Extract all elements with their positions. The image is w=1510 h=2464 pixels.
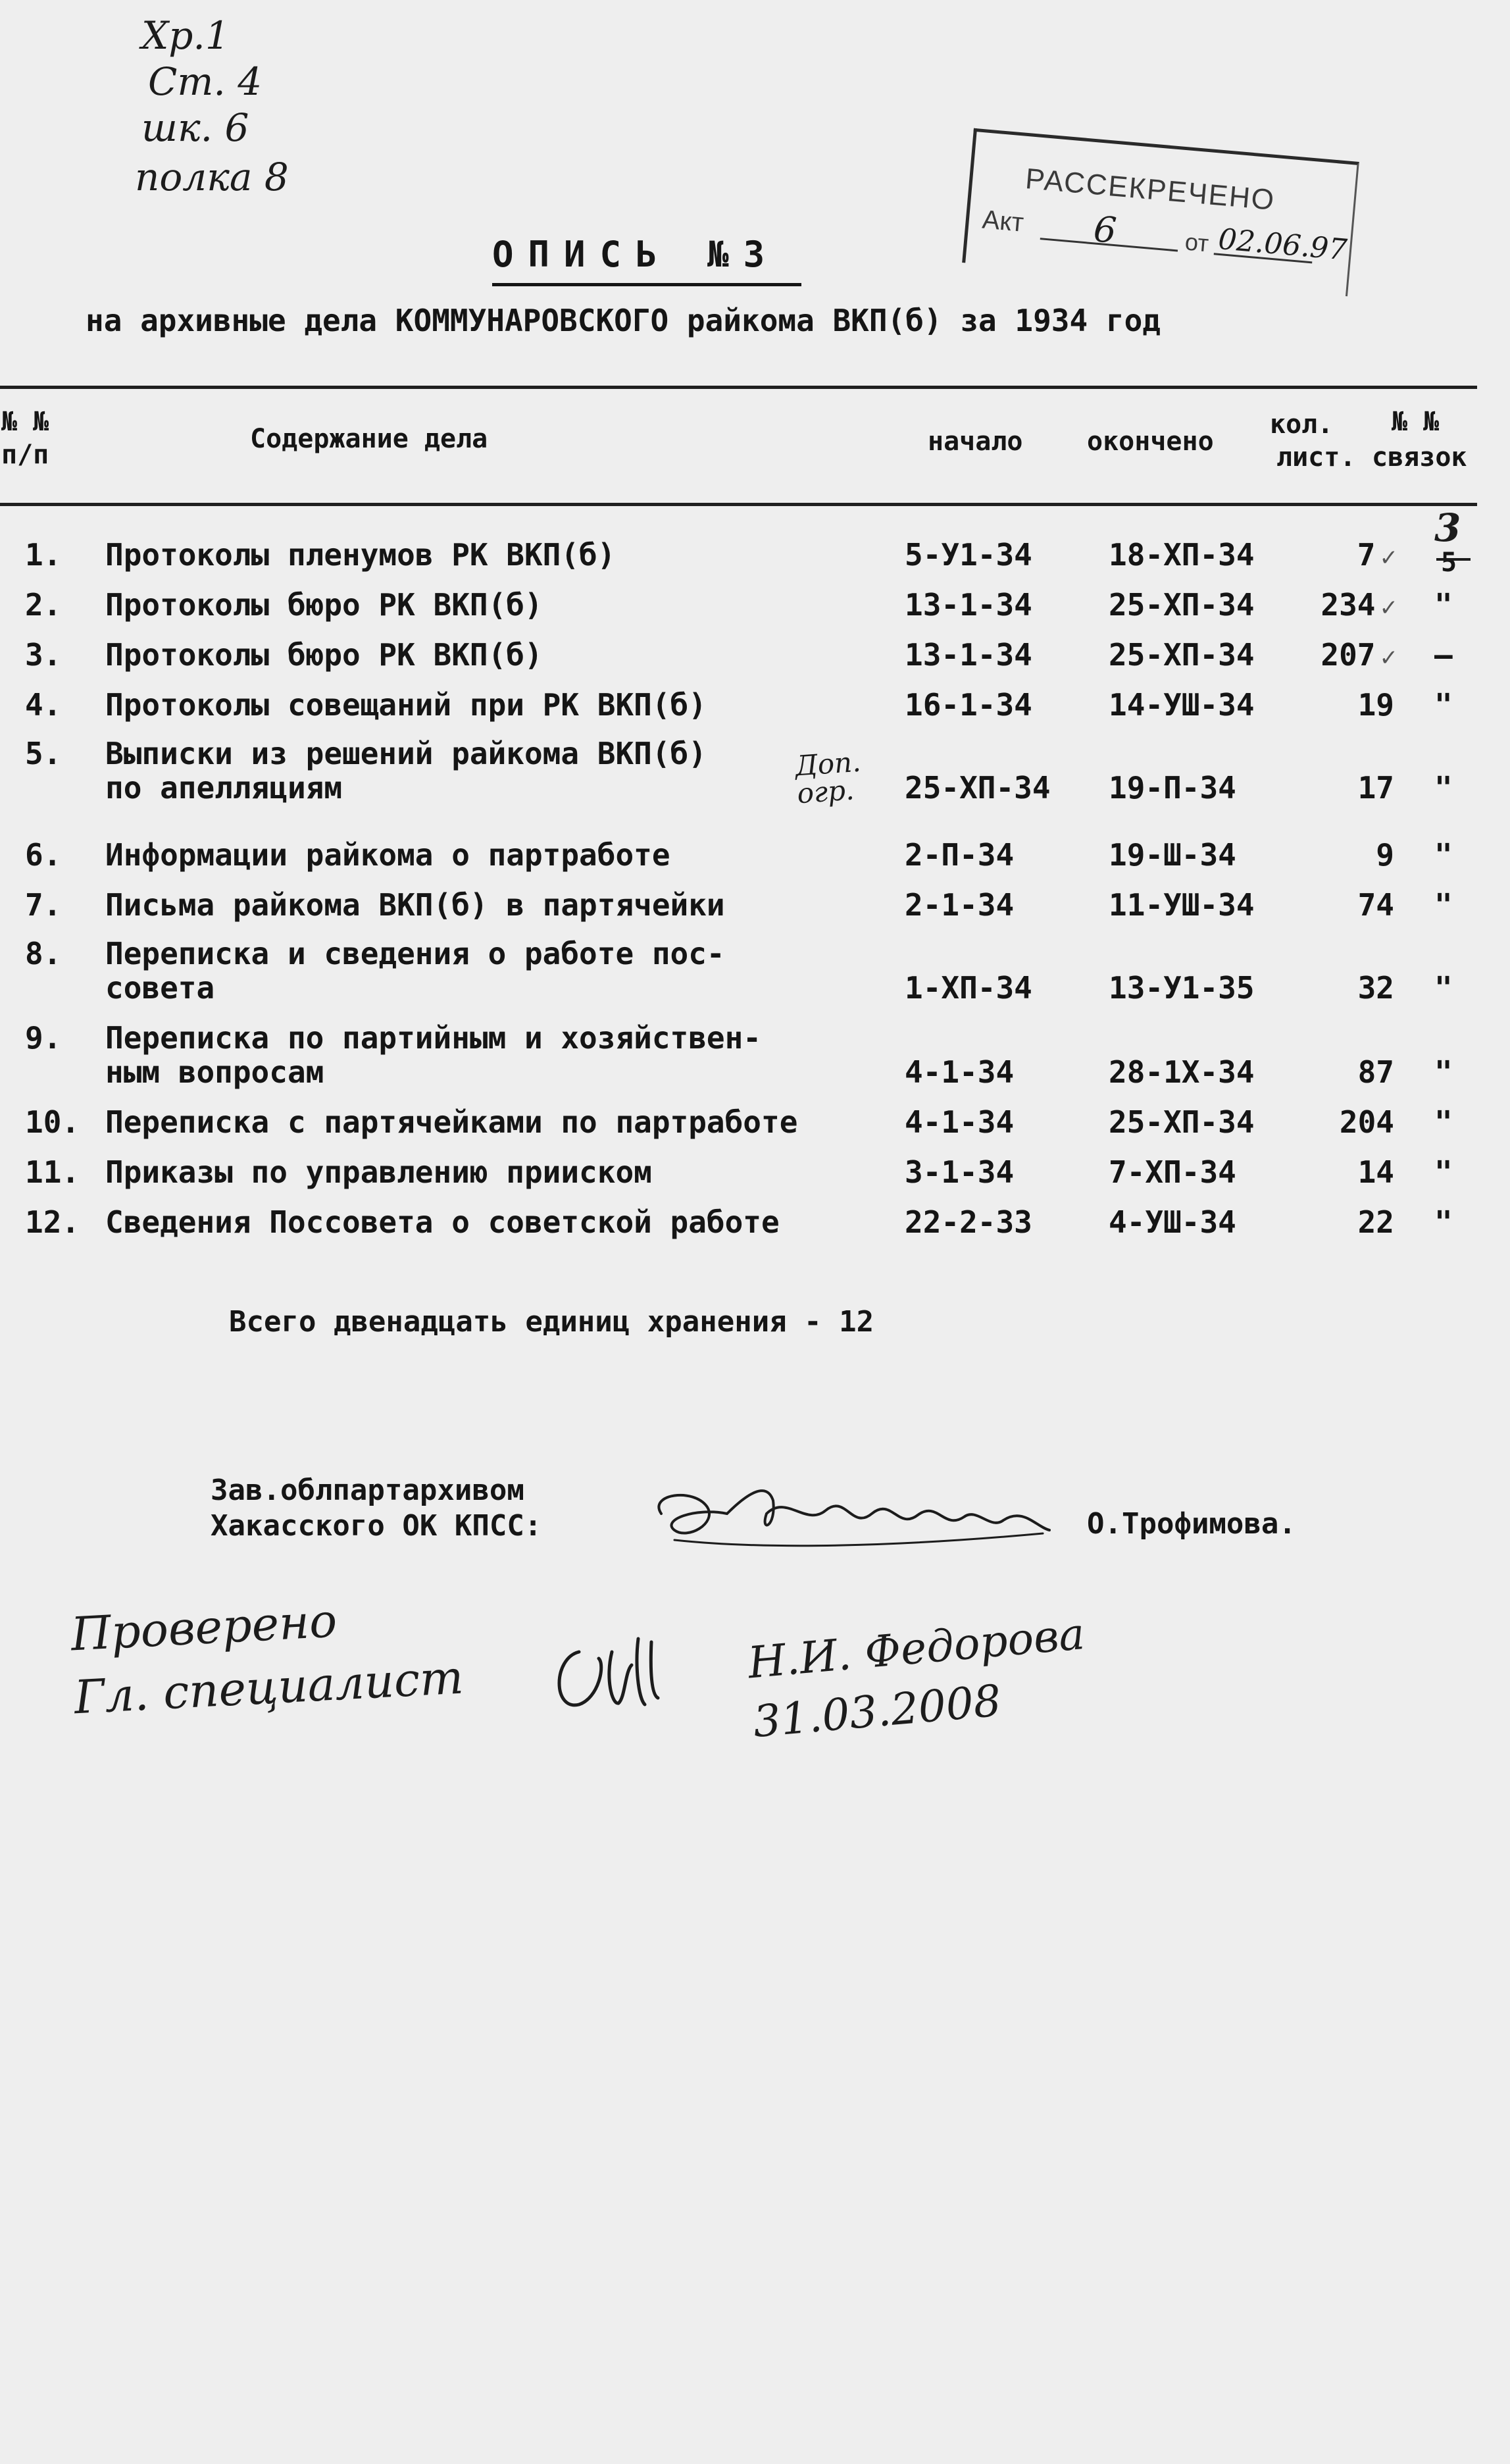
row-end-date: 11-УШ-34 bbox=[1109, 887, 1255, 923]
header-start: начало bbox=[928, 426, 1023, 457]
table-top-rule bbox=[0, 386, 1477, 389]
row-start-date: 22-2-33 bbox=[905, 1204, 1032, 1240]
stamp-date-label: от bbox=[1184, 228, 1210, 257]
row-end-date: 25-ХП-34 bbox=[1109, 637, 1255, 673]
row-bundle-number: " bbox=[1434, 970, 1453, 1006]
row-sheet-count bbox=[1250, 687, 1398, 723]
row-bundle-number: " bbox=[1434, 1054, 1453, 1090]
row-start-date: 16-1-34 bbox=[905, 687, 1032, 723]
row-end-date: 14-УШ-34 bbox=[1109, 687, 1255, 723]
row-content: Протоколы совещаний при РК ВКП(б) bbox=[105, 687, 707, 723]
row-sheet-count bbox=[1250, 637, 1398, 673]
check-mark-icon: ✓ bbox=[1379, 545, 1398, 571]
header-count-line2: лист. bbox=[1276, 442, 1356, 473]
signature-title-line2: Хакасского ОК КПСС: bbox=[211, 1509, 542, 1543]
row-content: Письма райкома ВКП(б) в партячейки bbox=[105, 887, 725, 923]
row-content: Сведения Поссовета о советской работе bbox=[105, 1204, 780, 1240]
header-count-line1: кол. bbox=[1270, 409, 1334, 440]
row-sheet-count-value: 17 bbox=[1357, 770, 1394, 806]
row-start-date: 3-1-34 bbox=[905, 1154, 1015, 1190]
stamp-act-label: Акт bbox=[981, 205, 1025, 238]
row-bundle-number: " bbox=[1434, 887, 1453, 923]
row-sheet-count bbox=[1250, 537, 1398, 573]
strike-through-line bbox=[1436, 558, 1471, 561]
row-end-date: 13-У1-35 bbox=[1109, 970, 1255, 1006]
row-number: 4. bbox=[25, 687, 62, 723]
row-sheet-count bbox=[1250, 887, 1398, 923]
row-sheet-count bbox=[1250, 1054, 1398, 1090]
row-sheet-count-value: 87 bbox=[1357, 1054, 1394, 1090]
row-start-date: 5-У1-34 bbox=[905, 537, 1032, 573]
row-sheet-count-value: 204 bbox=[1339, 1104, 1394, 1140]
margin-note-line2: огр. bbox=[795, 773, 855, 810]
signatory-name: О.Трофимова. bbox=[1087, 1507, 1296, 1541]
row-number: 1. bbox=[25, 537, 62, 573]
row-content-continued: совета bbox=[105, 970, 215, 1006]
row-end-date: 28-1Х-34 bbox=[1109, 1054, 1255, 1090]
archive-location-marks bbox=[135, 13, 332, 211]
row-content: Переписка и сведения о работе пос- bbox=[105, 936, 725, 971]
row-sheet-count bbox=[1250, 970, 1398, 1006]
verification-line2: Гл. специалист bbox=[72, 1650, 465, 1725]
row-number: 12. bbox=[25, 1204, 80, 1240]
row-start-date: 2-П-34 bbox=[905, 837, 1015, 873]
header-bundle-line1: № № bbox=[1392, 407, 1440, 437]
row-sheet-count bbox=[1250, 1154, 1398, 1190]
document-subtitle: на архивные дела КОММУНАРОВСКОГО райкома ВКП(б) за 1934 год bbox=[86, 303, 1161, 338]
row-number: 7. bbox=[25, 887, 62, 923]
row-content-continued: ным вопросам bbox=[105, 1054, 324, 1090]
row-content-continued: по апелляциям bbox=[105, 770, 343, 806]
row-start-date: 13-1-34 bbox=[905, 587, 1032, 623]
row-content: Приказы по управлению прииском bbox=[105, 1154, 652, 1190]
row-content: Протоколы бюро РК ВКП(б) bbox=[105, 587, 543, 623]
verification-note bbox=[69, 1583, 465, 1730]
header-content: Содержание дела bbox=[250, 424, 488, 454]
row-bundle-number: " bbox=[1434, 837, 1453, 873]
total-units-line: Всего двенадцать единиц хранения - 12 bbox=[229, 1305, 874, 1339]
row-number: 5. bbox=[25, 736, 62, 771]
row-number: 10. bbox=[25, 1104, 80, 1140]
margin-note-line1: Доп. bbox=[793, 745, 862, 783]
row-sheet-count-value: 234 bbox=[1321, 587, 1376, 623]
row-start-date: 1-ХП-34 bbox=[905, 970, 1032, 1006]
row-end-date: 18-ХП-34 bbox=[1109, 537, 1255, 573]
row-bundle-number: " bbox=[1434, 1204, 1453, 1240]
row-end-date: 25-ХП-34 bbox=[1109, 1104, 1255, 1140]
row-sheet-count-value: 32 bbox=[1357, 970, 1394, 1006]
row-content: Протоколы пленумов РК ВКП(б) bbox=[105, 537, 616, 573]
document-title-block bbox=[492, 234, 808, 293]
row-sheet-count bbox=[1250, 1204, 1398, 1240]
check-mark-icon: ✓ bbox=[1379, 595, 1398, 621]
row-sheet-count-value: 207 bbox=[1321, 637, 1376, 673]
verifier-signature bbox=[745, 1604, 1092, 1752]
row-number: 9. bbox=[25, 1020, 62, 1056]
row-sheet-count bbox=[1250, 1104, 1398, 1140]
row-end-date: 19-Ш-34 bbox=[1109, 837, 1236, 873]
row-sheet-count bbox=[1250, 770, 1398, 806]
row-bundle-number: " bbox=[1434, 687, 1453, 723]
header-num-line1: № № bbox=[1, 407, 49, 437]
row-end-date: 19-П-34 bbox=[1109, 770, 1236, 806]
check-mark-icon: ✓ bbox=[1379, 645, 1398, 671]
verifier-name: Н.И. Федорова bbox=[745, 1608, 1087, 1689]
row-sheet-count-value: 7 bbox=[1357, 537, 1376, 573]
verification-date: 31.03.2008 bbox=[751, 1675, 1003, 1748]
row-sheet-count-value: 74 bbox=[1357, 887, 1394, 923]
archive-mark-line-2: Ст. 4 bbox=[148, 59, 263, 104]
header-end: окончено bbox=[1087, 426, 1214, 457]
crossed-bundle-number: 5 bbox=[1441, 548, 1457, 578]
row-bundle-number: " bbox=[1434, 770, 1453, 806]
document-title: ОПИСЬ №3 bbox=[492, 234, 780, 275]
row-sheet-count bbox=[1250, 837, 1398, 873]
row-start-date: 4-1-34 bbox=[905, 1104, 1015, 1140]
row-bundle-number: " bbox=[1434, 1154, 1453, 1190]
stamp-title: РАССЕКРЕЧЕНО bbox=[1024, 163, 1277, 217]
row-bundle-number: " bbox=[1434, 587, 1453, 623]
row-bundle-number: – bbox=[1434, 637, 1453, 673]
row-bundle-number: 3 bbox=[1434, 505, 1461, 550]
archive-mark-line-1: Хр.1 bbox=[141, 13, 230, 58]
handwritten-initials bbox=[540, 1626, 671, 1724]
header-bundle-line2: связок bbox=[1372, 442, 1467, 473]
verification-line1: Проверено bbox=[69, 1593, 339, 1662]
row-sheet-count bbox=[1250, 587, 1398, 623]
stamp-date-value: 02.06.97 bbox=[1217, 222, 1349, 267]
row-number: 8. bbox=[25, 936, 62, 971]
row-start-date: 13-1-34 bbox=[905, 637, 1032, 673]
row-content: Переписка по партийным и хозяйствен- bbox=[105, 1020, 761, 1056]
stamp-act-number: 6 bbox=[1092, 208, 1119, 252]
row-start-date: 25-ХП-34 bbox=[905, 770, 1051, 806]
row-number: 11. bbox=[25, 1154, 80, 1190]
row-number: 3. bbox=[25, 637, 62, 673]
signature-title-line1: Зав.облпартархивом bbox=[211, 1474, 524, 1507]
archive-mark-line-3: шк. 6 bbox=[141, 105, 249, 150]
row-start-date: 4-1-34 bbox=[905, 1054, 1015, 1090]
row-content: Протоколы бюро РК ВКП(б) bbox=[105, 637, 543, 673]
signature-title bbox=[211, 1473, 541, 1544]
row-sheet-count-value: 9 bbox=[1376, 837, 1394, 873]
table-header-rule bbox=[0, 503, 1477, 506]
document-title-underline bbox=[492, 283, 801, 286]
row-end-date: 25-ХП-34 bbox=[1109, 587, 1255, 623]
handwritten-signature bbox=[635, 1468, 1056, 1573]
header-num-line2: п/п bbox=[1, 440, 49, 470]
row-content: Переписка с партячейками по партработе bbox=[105, 1104, 798, 1140]
row-content: Выписки из решений райкома ВКП(б) bbox=[105, 736, 707, 771]
declassified-stamp bbox=[962, 128, 1359, 296]
row-content: Информации райкома о партработе bbox=[105, 837, 670, 873]
row-end-date: 4-УШ-34 bbox=[1109, 1204, 1236, 1240]
row-bundle-number: " bbox=[1434, 1104, 1453, 1140]
archive-mark-line-4: полка 8 bbox=[135, 155, 289, 199]
row-end-date: 7-ХП-34 bbox=[1109, 1154, 1236, 1190]
row-sheet-count-value: 19 bbox=[1357, 687, 1394, 723]
row-number: 2. bbox=[25, 587, 62, 623]
row-number: 6. bbox=[25, 837, 62, 873]
row-start-date: 2-1-34 bbox=[905, 887, 1015, 923]
row-sheet-count-value: 22 bbox=[1357, 1204, 1394, 1240]
margin-note bbox=[793, 745, 863, 810]
row-sheet-count-value: 14 bbox=[1357, 1154, 1394, 1190]
